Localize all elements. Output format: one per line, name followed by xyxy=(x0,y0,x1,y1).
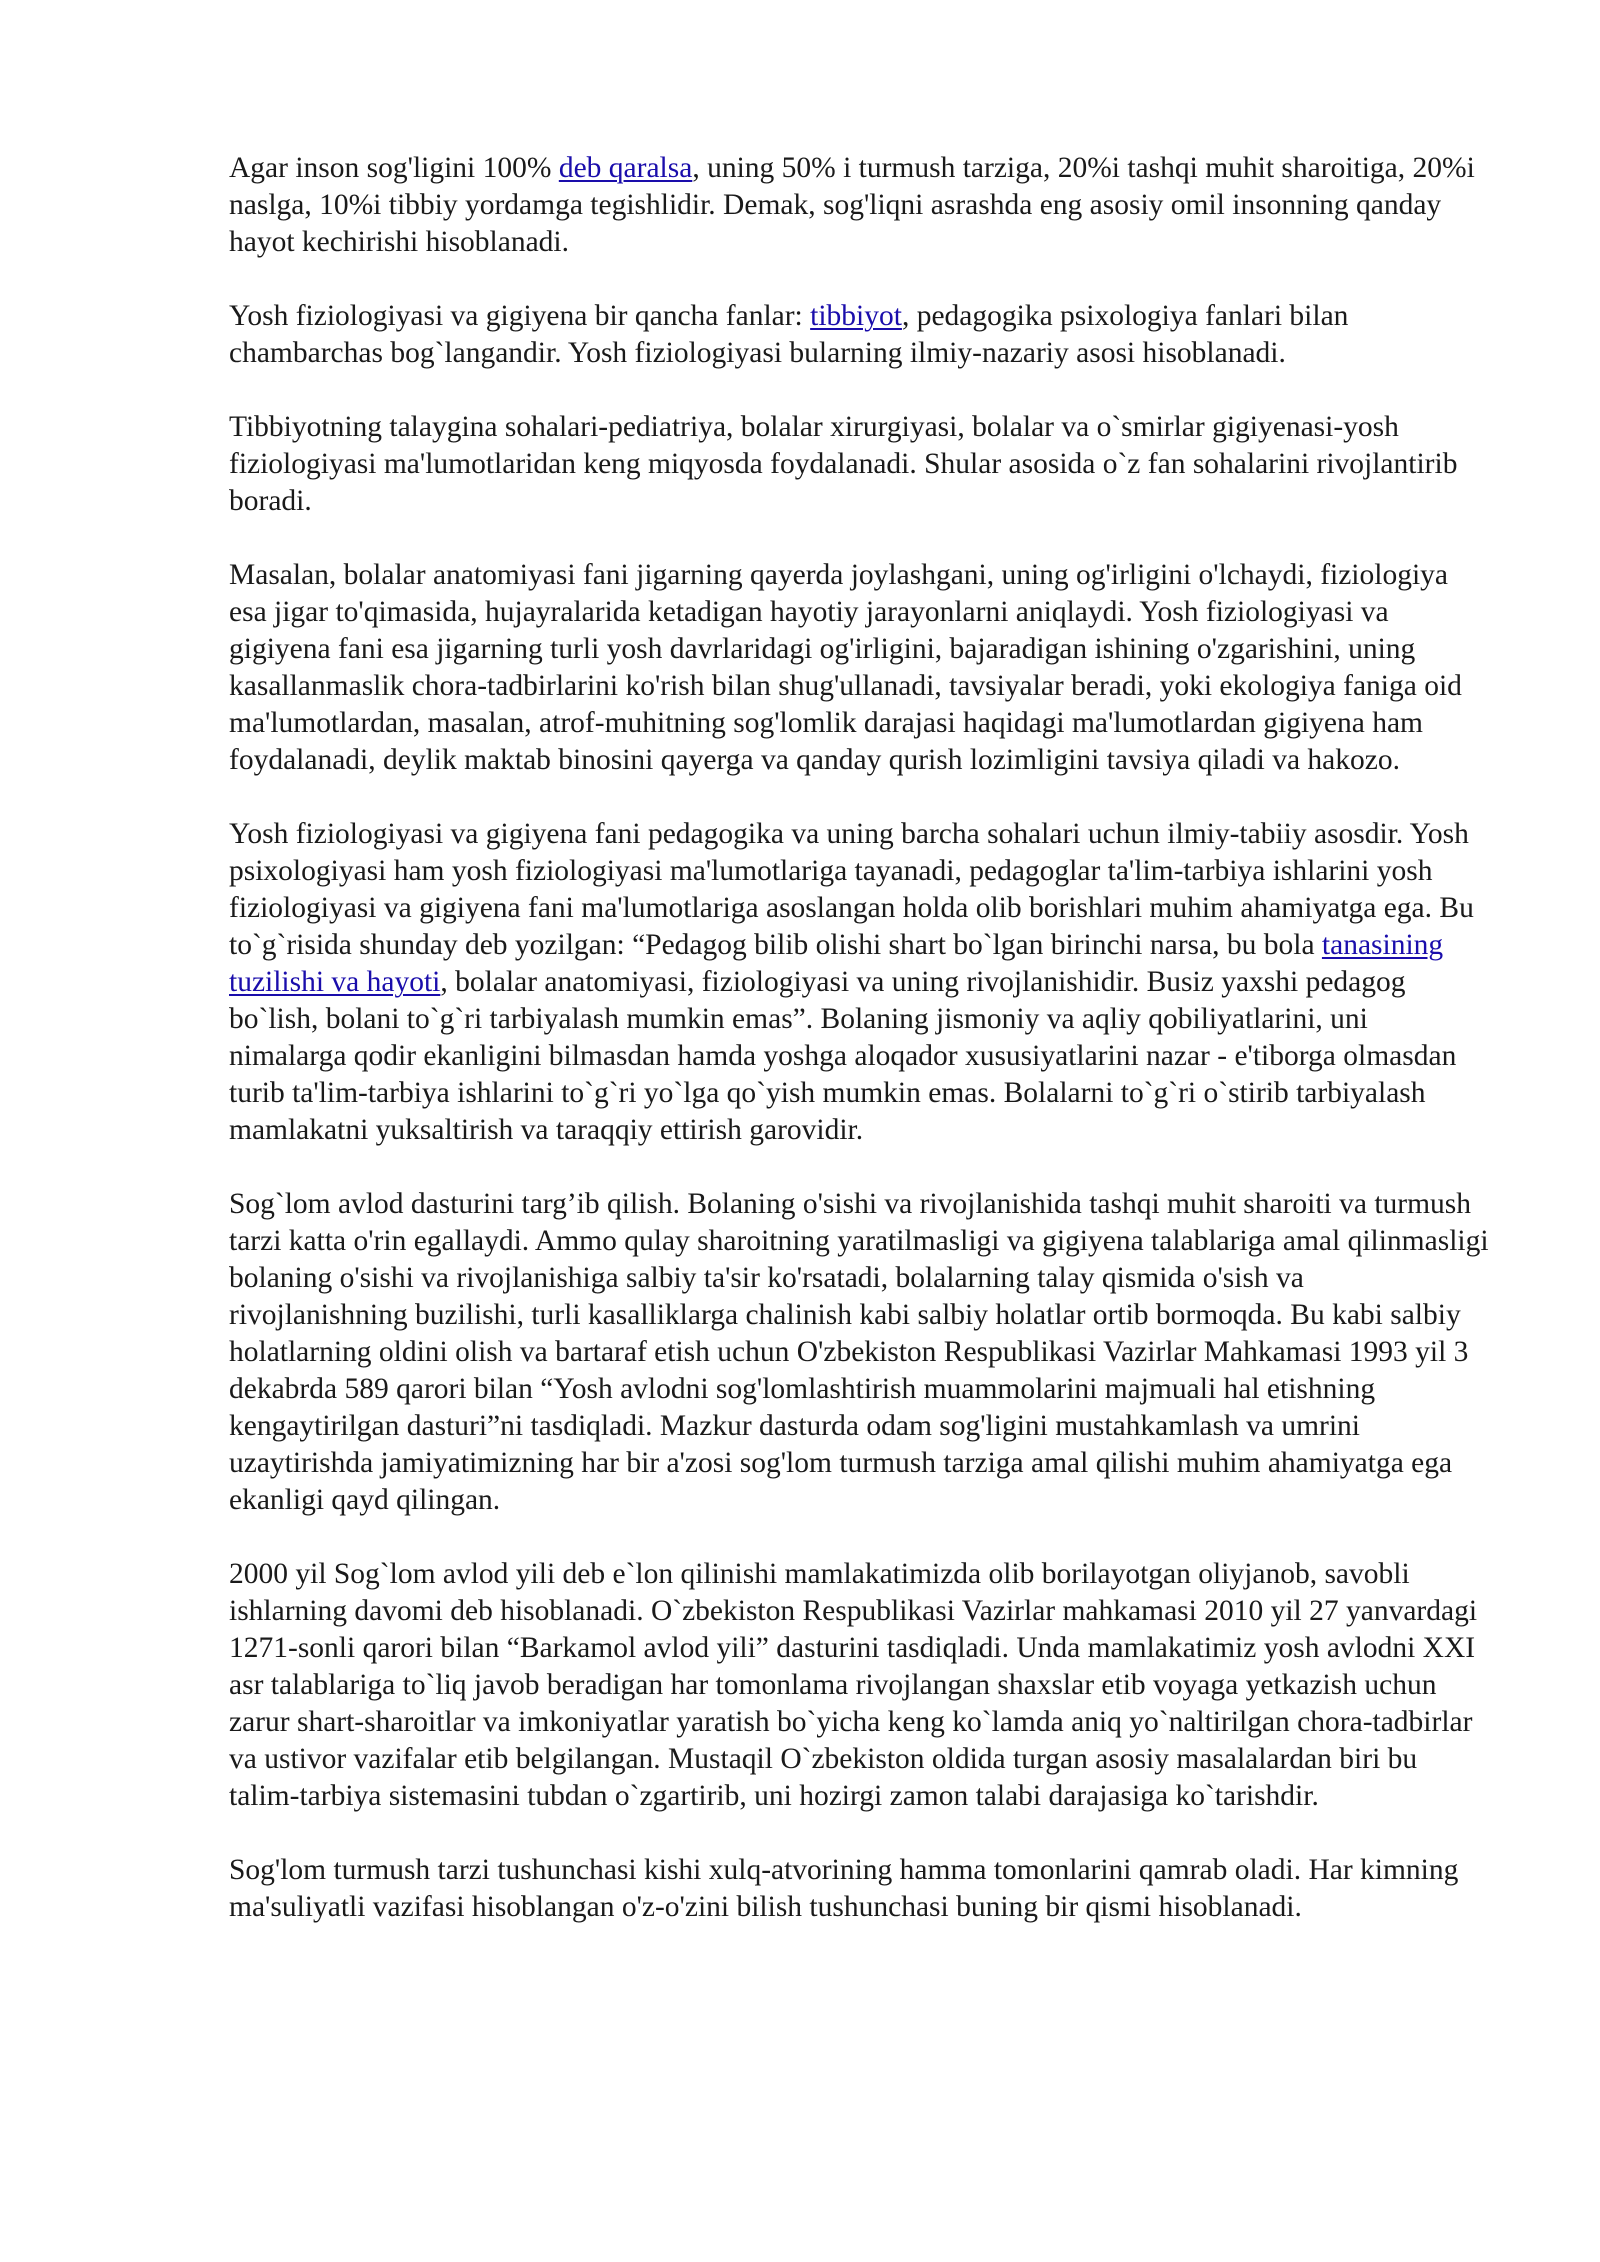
paragraph-healthy-lifestyle: Sog'lom turmush tarzi tushunchasi kishi xulq-atvorining hamma tomonlarini qamrab oladi. Har kimning ma'suliyatli vazifasi hisoblangan o'z-o'zini bilish tushunchasi buning bir qismi hisoblanadi. xyxy=(229,1854,1459,1923)
paragraph-liver-example: Masalan, bolalar anatomiyasi fani jigarning qayerda joylashgani, uning og'irligini o'lchaydi, fiziologiya esa jigar to'qimasida, hujayralarida ketadigan hayotiy jarayonlarni aniqlaydi. Yosh fiziologiyasi va gigiyena fani esa jigarning turli yosh davrlaridagi og'irligini, bajaradigan ishining o'zgarishini, uning kasallanmaslik chora-tadbirlarini ko'rish bilan shug'ullanadi, tavsiyalar beradi, yoki ekologiya faniga oid ma'lumotlardan, masalan, atrof-muhitning sog'lomlik darajasi haqidagi ma'lumotlardan gigiyena ham foydalanadi, deylik maktab binosini qayerga va qanday qurish lozimligini tavsiya qiladi va hakozo. xyxy=(229,559,1462,776)
paragraph-text: Agar inson sog'ligini 100% xyxy=(229,152,559,184)
paragraph-pedagogy-basis xyxy=(229,816,1489,1149)
link-tanasining-tuzilishi[interactable]: tanasining tuzilishi va hayoti xyxy=(229,929,1444,998)
paragraph-related-sciences xyxy=(229,298,1489,372)
paragraph-text: , bolalar anatomiyasi, fiziologiyasi va uning rivojlanishidir. Busiz yaxshi pedagog bo`lish, bolani to`g`ri tarbiyalash mumkin emas”. Bolaning jismoniy va aqliy qobiliyatlarini, uni nimalarga qodir ekanligini bilmasdan hamda yoshga aloqador xususiyatlarini nazar - e'tiborga olmasdan turib ta'lim-tarbiya ishlarini to`g`ri yo`lga qo`yish mumkin emas. Bolalarni to`g`ri o`stirib tarbiyalash mamlakatni yuksaltirish va taraqqiy ettirish garovidir. xyxy=(229,966,1457,1146)
paragraph-text: Yosh fiziologiyasi va gigiyena fani pedagogika va uning barcha sohalari uchun ilmiy-tabiiy asosdir. Yosh psixologiyasi ham yosh fiziologiyasi ma'lumotlariga tayanadi, pedagoglar ta'lim-tarbiya ishlarini yosh fiziologiyasi va gigiyena fani ma'lumotlariga asoslangan holda olib borishlari muhim ahamiyatga ega. Bu to`g`risida shunday deb yozilgan: “Pedagog bilib olishi shart bo`lgan birinchi narsa, bu bola xyxy=(229,818,1474,961)
paragraph-health-factors xyxy=(229,150,1489,261)
paragraph-text: Yosh fiziologiyasi va gigiyena bir qancha fanlar: xyxy=(229,300,811,332)
paragraph-year-2000: 2000 yil Sog`lom avlod yili deb e`lon qilinishi mamlakatimizda olib borilayotgan oliyjanob, savobli ishlarning davomi deb hisoblanadi. O`zbekiston Respublikasi Vazirlar mahkamasi 2010 yil 27 yanvardagi 1271-sonli qarori bilan “Barkamol avlod yili” dasturini tasdiqladi. Unda mamlakatimiz yosh avlodni XXI asr talablariga to`liq javob beradigan har tomonlama rivojlangan shaxslar etib voyaga yetkazish uchun zarur shart-sharoitlar va imkoniyatlar yaratish bo`yicha keng ko`lamda aniq yo`naltirilgan chora-tadbirlar va ustivor vazifalar etib belgilangan. Mustaqil O`zbekiston oldida turgan asosiy masalalardan biri bu talim-tarbiya sistemasini tubdan o`zgartirib, uni hozirgi zamon talabi darajasiga ko`tarishdir. xyxy=(229,1558,1478,1812)
paragraph-text: , uning 50% i turmush tarziga, 20%i tashqi muhit sharoitiga, 20%i naslga, 10%i tibbiy yordamga tegishlidir. Demak, sog'liqni asrashda eng asosiy omil insonning qanday hayot kechirishi hisoblanadi. xyxy=(229,152,1475,258)
link-tibbiyot[interactable]: tibbiyot xyxy=(810,300,902,332)
paragraph-text: , pedagogika psixologiya fanlari bilan chambarchas bog`langandir. Yosh fiziologiyasi bularning ilmiy-nazariy asosi hisoblanadi. xyxy=(229,300,1349,369)
paragraph-healthy-generation-program: Sog`lom avlod dasturini targ’ib qilish. Bolaning o'sishi va rivojlanishida tashqi muhit sharoiti va turmush tarzi katta o'rin egallaydi. Ammo qulay sharoitning yaratilmasligi va gigiyena talablariga amal qilinmasligi bolaning o'sishi va rivojlanishiga salbiy ta'sir ko'rsatadi, bolalarning talay qismida o'sish va rivojlanishning buzilishi, turli kasalliklarga chalinish kabi salbiy holatlar ortib bormoqda. Bu kabi salbiy holatlarning oldini olish va bartaraf etish uchun O'zbekiston Respublikasi Vazirlar Mahkamasi 1993 yil 3 dekabrda 589 qarori bilan “Yosh avlodni sog'lomlashtirish muammolarini majmuali hal etishning kengaytirilgan dasturi”ni tasdiqladi. Mazkur dasturda odam sog'ligini mustahkamlash va umrini uzaytirishda jamiyatimizning har bir a'zosi sog'lom turmush tarziga amal qilishi muhim ahamiyatga ega ekanligi qayd qilingan. xyxy=(229,1188,1489,1516)
paragraph-medicine-branches: Tibbiyotning talaygina sohalari-pediatriya, bolalar xirurgiyasi, bolalar va o`smirlar gigiyenasi-yosh fiziologiyasi ma'lumotlaridan keng miqyosda foydalanadi. Shular asosida o`z fan sohalarini rivojlantirib boradi. xyxy=(229,411,1458,517)
document-body xyxy=(229,150,1489,1926)
link-deb-qaralsa[interactable]: deb qaralsa xyxy=(558,152,693,184)
